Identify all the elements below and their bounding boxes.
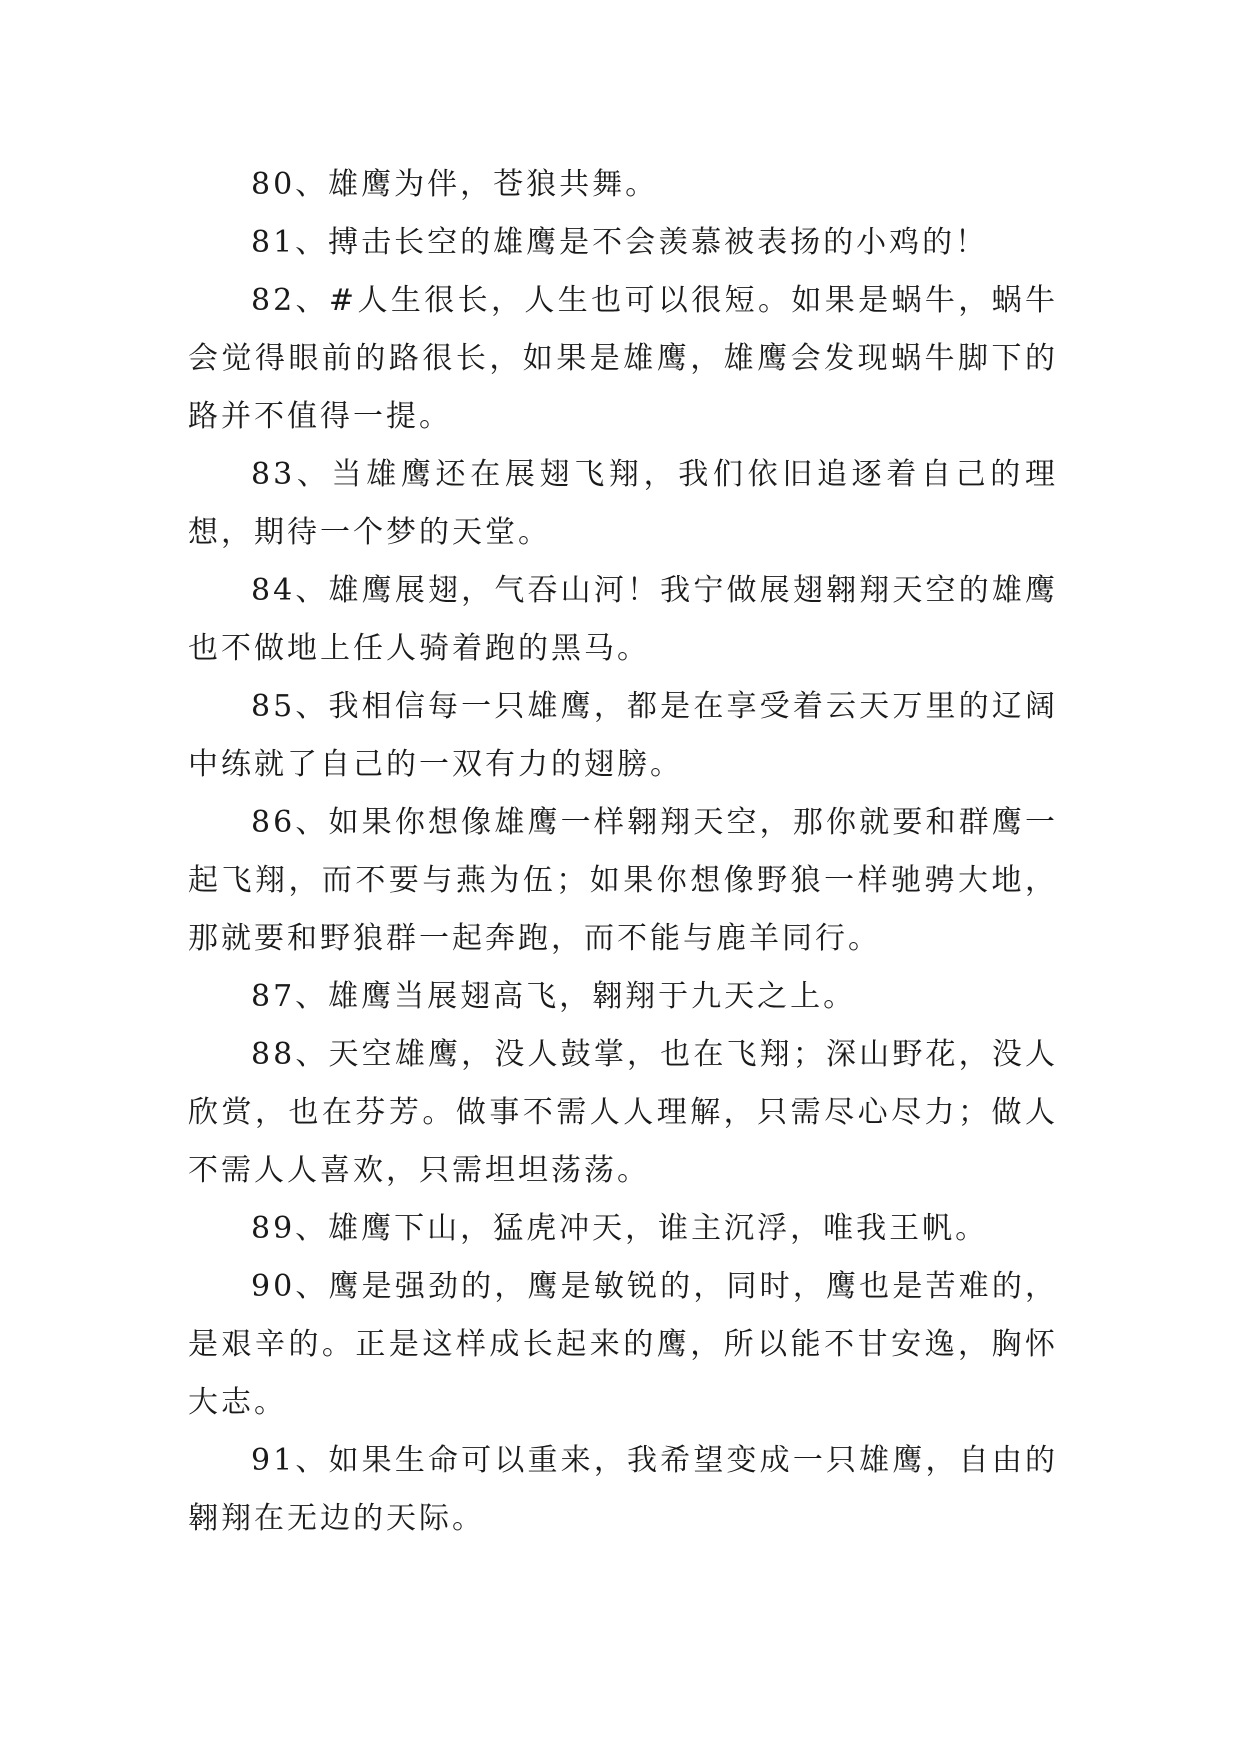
paragraph-90: 90、鹰是强劲的，鹰是敏锐的，同时，鹰也是苦难的，是艰辛的。正是这样成长起来的鹰，所以能不甘安逸，胸怀大志。 — [188, 1269, 1058, 1420]
paragraph-91: 91、如果生命可以重来，我希望变成一只雄鹰，自由的翱翔在无边的天际。 — [188, 1443, 1058, 1536]
document-body — [188, 156, 1058, 1548]
paragraph-86: 86、如果你想像雄鹰一样翱翔天空，那你就要和群鹰一起飞翔，而不要与燕为伍；如果你想像野狼一样驰骋大地，那就要和野狼群一起奔跑，而不能与鹿羊同行。 — [188, 805, 1058, 956]
paragraph-87: 87、雄鹰当展翅高飞，翱翔于九天之上。 — [251, 979, 857, 1014]
paragraph-85: 85、我相信每一只雄鹰，都是在享受着云天万里的辽阔中练就了自己的一双有力的翅膀。 — [188, 689, 1058, 782]
paragraph-82: 82、#人生很长，人生也可以很短。如果是蜗牛，蜗牛会觉得眼前的路很长，如果是雄鹰，雄鹰会发现蜗牛脚下的路并不值得一提。 — [188, 283, 1058, 434]
paragraph-88: 88、天空雄鹰，没人鼓掌，也在飞翔；深山野花，没人欣赏，也在芬芳。做事不需人人理解，只需尽心尽力；做人不需人人喜欢，只需坦坦荡荡。 — [188, 1037, 1058, 1188]
paragraph-83: 83、当雄鹰还在展翅飞翔，我们依旧追逐着自己的理想，期待一个梦的天堂。 — [188, 457, 1058, 550]
paragraph-89: 89、雄鹰下山，猛虎冲天，谁主沉浮，唯我王帆。 — [251, 1211, 989, 1246]
paragraph-81: 81、搏击长空的雄鹰是不会羡慕被表扬的小鸡的！ — [251, 225, 989, 260]
paragraph-84: 84、雄鹰展翅，气吞山河！我宁做展翅翱翔天空的雄鹰也不做地上任人骑着跑的黑马。 — [188, 573, 1058, 666]
paragraph-80: 80、雄鹰为伴，苍狼共舞。 — [251, 167, 659, 202]
